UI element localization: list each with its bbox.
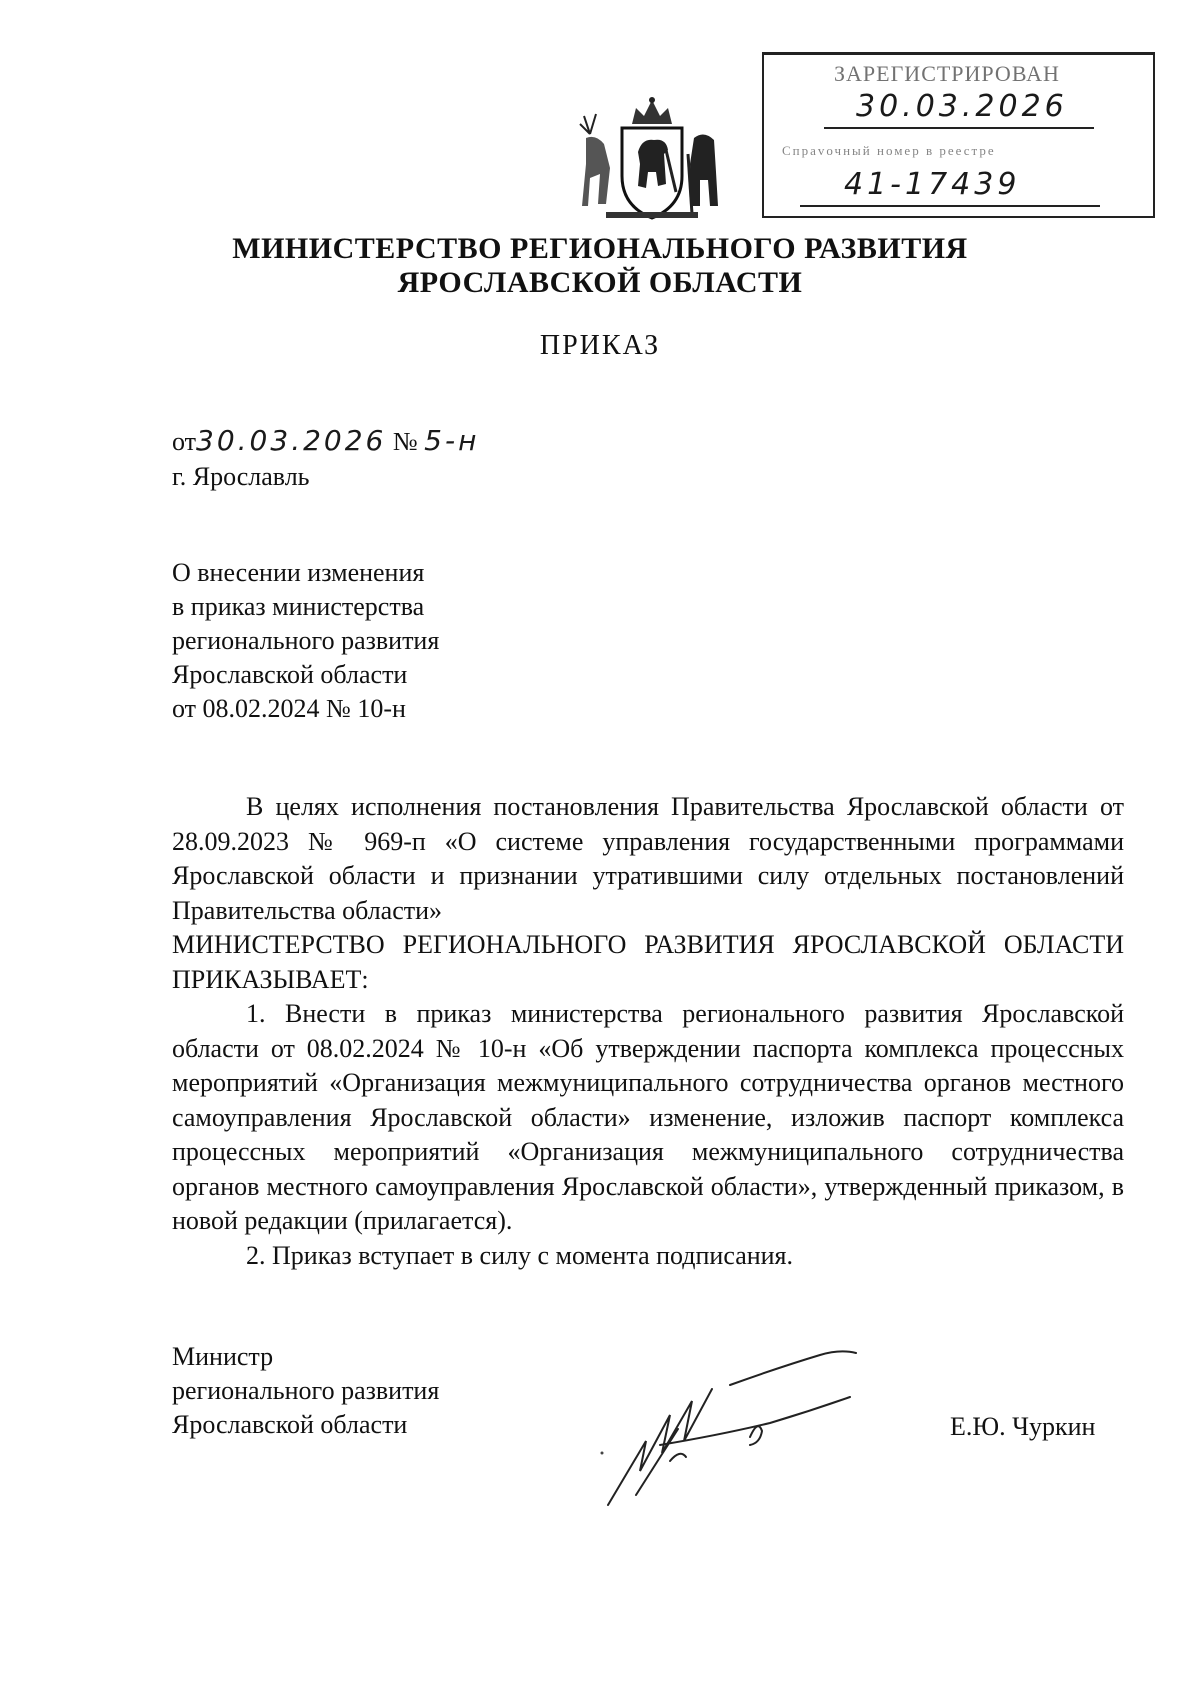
subject-line: в приказ министерства [172, 592, 425, 621]
order-number: 5-н [424, 424, 480, 457]
preamble-paragraph: В целях исполнения постановления Правительства Ярославской области от 28.09.2023 № 969-п «О системе управления государственными программами Ярославской области и признании утратившими силу отдельных постановлений Правительства области» [172, 792, 1124, 925]
order-item-1: 1. Внести в приказ министерства регионального развития Ярославской области от 08.02.2024 № 10-н «Об утверждении паспорта комплекса процессных мероприятий «Организация межмуниципального сотрудничества органов местного самоуправления Ярославской области» изменение, изложив паспорт комплекса процессных мероприятий «Организация межмуниципального сотрудничества органов местного самоуправления Ярославской области», утвержденный приказом, в новой редакции (прилагается). [172, 999, 1124, 1235]
stamp-date-underline [824, 127, 1094, 129]
ministry-orders-paragraph: МИНИСТЕРСТВО РЕГИОНАЛЬНОГО РАЗВИТИЯ ЯРОСЛАВСКОЙ ОБЛАСТИ ПРИКАЗЫВАЕТ: [172, 930, 1124, 994]
stamp-number: 41-17439 [844, 167, 1021, 202]
subject-line: регионального развития [172, 626, 440, 655]
stamp-date: 30.03.2026 [856, 89, 1068, 124]
order-body [172, 790, 1124, 1273]
order-number-sign: № [392, 427, 418, 456]
ministry-name-line2: ЯРОСЛАВСКОЙ ОБЛАСТИ [397, 266, 803, 299]
signatory-position [172, 1340, 472, 1442]
subject-block [172, 556, 439, 726]
order-item-2: 2. Приказ вступает в силу с момента подписания. [246, 1240, 794, 1270]
position-line: Ярославской области [172, 1410, 408, 1439]
stamp-number-underline [800, 205, 1100, 207]
order-city: г. Ярославль [172, 462, 310, 491]
stamp-reference-label: Спрavочный номер в реестре [782, 143, 996, 158]
registration-stamp [762, 52, 1155, 218]
subject-line: от 08.02.2024 № 10-н [172, 694, 406, 723]
handwritten-signature [600, 1345, 870, 1510]
order-date: 30.03.2026 [196, 424, 387, 457]
order-date-number [172, 424, 479, 459]
subject-line: Ярославской области [172, 660, 408, 689]
position-line: регионального развития [172, 1376, 440, 1405]
subject-line: О внесении изменения [172, 558, 425, 587]
ministry-name-line1: МИНИСТЕРСТВО РЕГИОНАЛЬНОГО РАЗВИТИЯ [232, 232, 968, 265]
stamp-registered-label: ЗАРЕГИСТРИРОВАН [834, 61, 1060, 86]
coat-of-arms-emblem [576, 94, 728, 224]
signatory-name: Е.Ю. Чуркин [950, 1412, 1096, 1441]
position-line: Министр [172, 1342, 274, 1371]
document-type-title: ПРИКАЗ [539, 330, 661, 361]
order-from-prefix: от [172, 427, 197, 456]
